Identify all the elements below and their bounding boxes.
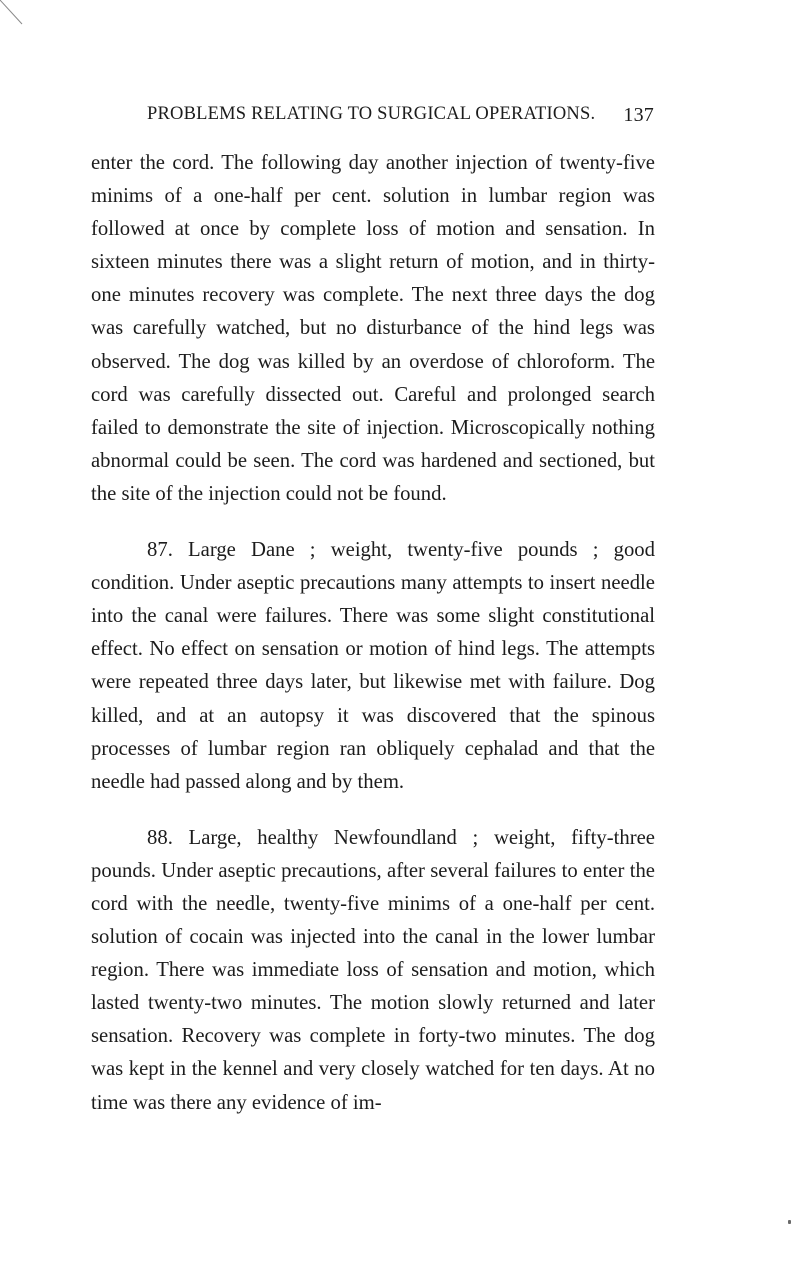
paragraph-case-88: 88. Large, healthy Newfoundland ; weight, fifty-three pounds. Under aseptic precautions, after several failures to enter the cord with the needle, twenty-five minims of a one-half per cent. solution of cocain was injected into the canal in the lower lumbar region. There was immediate loss of sensation and motion, which lasted twenty-two minutes. The motion slowly returned and later sensation. Recovery was complete in forty-two minutes. The dog was kept in the kennel and very closely watched for ten days. At no time was there any evidence of im- (91, 826, 655, 1114)
scan-corner-mark (0, 0, 40, 40)
scan-speck (788, 1220, 791, 1224)
body-text (91, 147, 655, 1120)
paragraph-case-87: 87. Large Dane ; weight, twenty-five pounds ; good condition. Under aseptic precautions many attempts to insert needle into the canal were failures. There was some slight constitutional effect. No effect on sensation or motion of hind legs. The attempts were repeated three days later, but likewise met with failure. Dog killed, and at an autopsy it was discovered that the spinous processes of lumbar region ran obliquely cephalad and that the needle had passed along and by them. (91, 539, 655, 793)
page-number: 137 (623, 104, 654, 126)
running-title: PROBLEMS RELATING TO SURGICAL OPERATIONS. (147, 104, 596, 124)
paragraph-continuation: enter the cord. The following day another injection of twenty-five minims of a one-half per cent. solution in lumbar region was followed at once by complete loss of motion and sensation. In sixteen minutes there was a slight return of motion, and in thirty-one minutes recovery was complete. The next three days the dog was carefully watched, but no disturbance of the hind legs was observed. The dog was killed by an overdose of chloroform. The cord was carefully dissected out. Careful and prolonged search failed to demonstrate the site of injection. Microscopically nothing abnormal could be seen. The cord was hardened and sectioned, but the site of the injection could not be found. (91, 152, 655, 505)
running-head (147, 104, 654, 130)
